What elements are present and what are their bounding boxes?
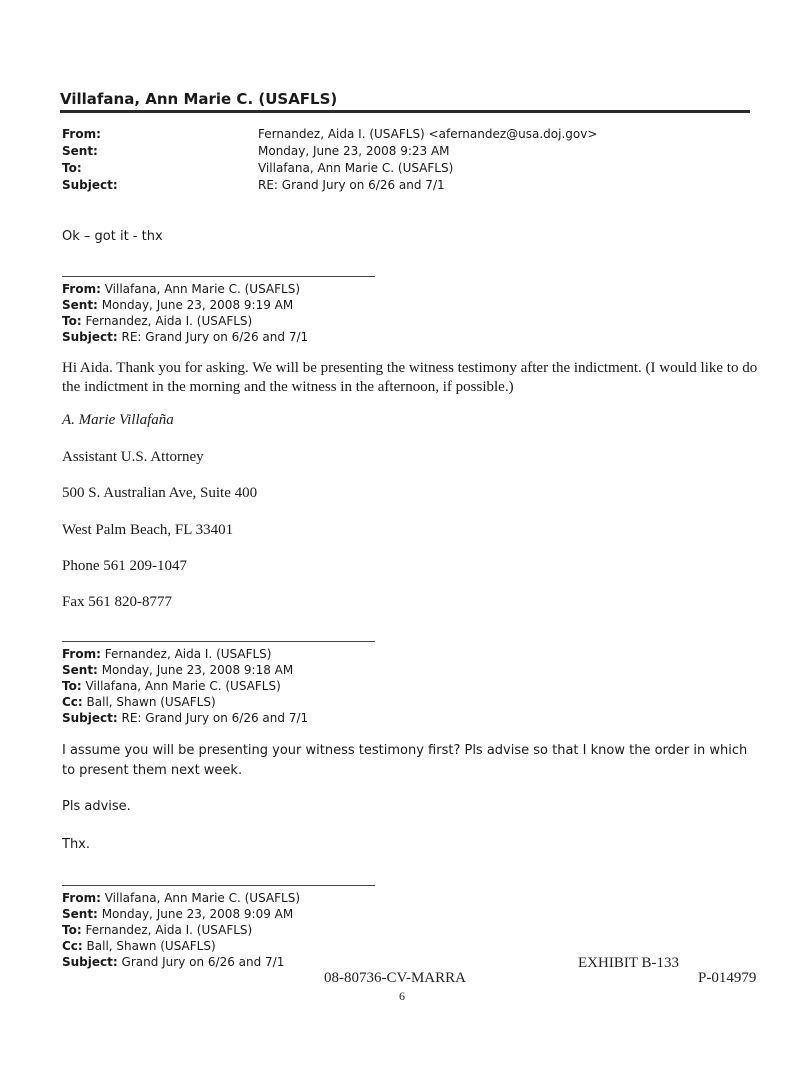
subject-value: RE: Grand Jury on 6/26 and 7/1 xyxy=(258,178,445,192)
quote-cc-value: Ball, Shawn (USAFLS) xyxy=(86,939,216,953)
quote-to-label: To: xyxy=(62,679,82,693)
subject-label: Subject: xyxy=(62,178,118,192)
quoted-header-1 xyxy=(62,281,308,345)
message-paragraph-2: I assume you will be presenting your witness testimony first? Pls advise so that I know the order in which to present them next week. xyxy=(62,743,748,778)
quote-from-label: From: xyxy=(62,282,101,296)
quote-to-value: Fernandez, Aida I. (USAFLS) xyxy=(85,923,253,937)
signature-fax: Fax 561 820-8777 xyxy=(62,594,172,610)
quote-from-label: From: xyxy=(62,647,101,661)
quoted-header-2 xyxy=(62,646,308,726)
signature-address-1: 500 S. Australian Ave, Suite 400 xyxy=(62,485,258,501)
quote-subject-value: RE: Grand Jury on 6/26 and 7/1 xyxy=(121,330,309,344)
sent-value: Monday, June 23, 2008 9:23 AM xyxy=(258,144,450,158)
message-line-advise: Pls advise. xyxy=(62,799,131,814)
bates-number: P-014979 xyxy=(698,970,757,986)
quote-from-value: Fernandez, Aida I. (USAFLS) xyxy=(104,647,272,661)
quote-subject-label: Subject: xyxy=(62,955,118,969)
quote-cc-value: Ball, Shawn (USAFLS) xyxy=(86,695,216,709)
quote-subject-value: RE: Grand Jury on 6/26 and 7/1 xyxy=(121,711,309,725)
signature-address-2: West Palm Beach, FL 33401 xyxy=(62,522,234,538)
signature-phone: Phone 561 209-1047 xyxy=(62,558,187,574)
message-paragraph-1: Hi Aida. Thank you for asking. We will be presenting the witness testimony after the indictment. (I would like to do the indictment in the morning and the witness in the afternoon, if possible.) xyxy=(62,360,758,395)
quote-sent-value: Monday, June 23, 2008 9:19 AM xyxy=(101,298,294,312)
quote-from-value: Villafana, Ann Marie C. (USAFLS) xyxy=(104,282,301,296)
quote-sent-label: Sent: xyxy=(62,298,98,312)
quote-sent-label: Sent: xyxy=(62,663,98,677)
to-value: Villafana, Ann Marie C. (USAFLS) xyxy=(258,161,454,175)
signature-name: A. Marie Villafaña xyxy=(62,412,174,428)
message-line-thanks: Thx. xyxy=(62,837,91,852)
exhibit-label: EXHIBIT B-133 xyxy=(578,955,679,971)
page-number: 6 xyxy=(399,989,405,1003)
signature-title: Assistant U.S. Attorney xyxy=(62,449,204,465)
quote-to-value: Fernandez, Aida I. (USAFLS) xyxy=(85,314,253,328)
quote-to-label: To: xyxy=(62,923,82,937)
quote-separator xyxy=(62,276,375,277)
document-owner: Villafana, Ann Marie C. (USAFLS) xyxy=(60,90,338,108)
quote-subject-value: Grand Jury on 6/26 and 7/1 xyxy=(121,955,285,969)
header-divider xyxy=(60,110,750,113)
from-value: Fernandez, Aida I. (USAFLS) <afernandez@usa.doj.gov> xyxy=(258,127,598,141)
quote-subject-label: Subject: xyxy=(62,711,118,725)
quoted-header-3 xyxy=(62,890,300,970)
sent-label: Sent: xyxy=(62,144,98,158)
to-label: To: xyxy=(62,161,82,175)
reply-text: Ok – got it - thx xyxy=(62,229,163,244)
quote-from-label: From: xyxy=(62,891,101,905)
quote-separator xyxy=(62,641,375,642)
quote-from-value: Villafana, Ann Marie C. (USAFLS) xyxy=(104,891,301,905)
quote-sent-value: Monday, June 23, 2008 9:09 AM xyxy=(101,907,294,921)
quote-cc-label: Cc: xyxy=(62,939,83,953)
quote-cc-label: Cc: xyxy=(62,695,83,709)
quote-to-label: To: xyxy=(62,314,82,328)
quote-to-value: Villafana, Ann Marie C. (USAFLS) xyxy=(85,679,281,693)
case-number: 08-80736-CV-MARRA xyxy=(324,970,466,986)
quote-subject-label: Subject: xyxy=(62,330,118,344)
from-label: From: xyxy=(62,127,101,141)
quote-sent-label: Sent: xyxy=(62,907,98,921)
quote-separator xyxy=(62,885,375,886)
quote-sent-value: Monday, June 23, 2008 9:18 AM xyxy=(101,663,294,677)
